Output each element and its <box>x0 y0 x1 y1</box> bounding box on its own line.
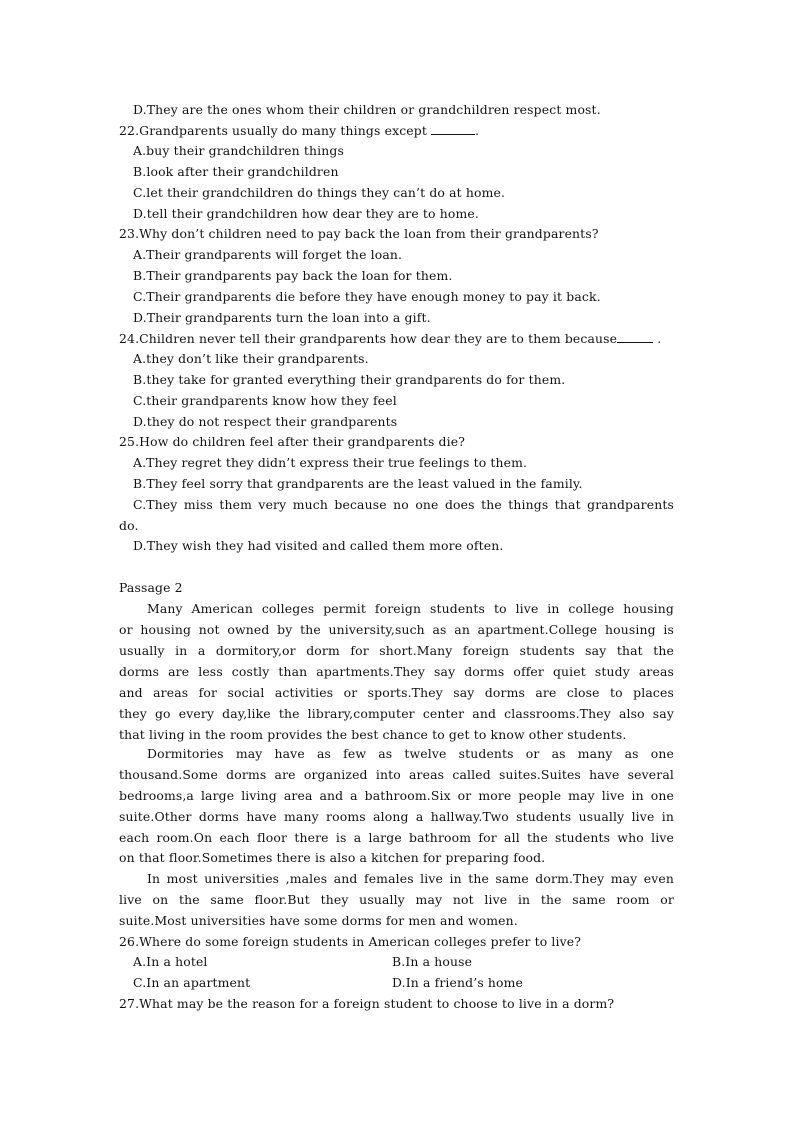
p1-line-2: or housing not owned by the university,such as an apartment.College housing is <box>119 622 674 637</box>
q26-option-a: A.In a hotel <box>133 954 208 969</box>
q24-stem-line <box>119 330 661 347</box>
p2-line-1: Dormitories may have as few as twelve students or as many as one <box>147 746 674 761</box>
q22-blank <box>431 122 475 135</box>
p2-line-2: thousand.Some dorms are organized into areas called suites.Suites have several <box>119 767 674 782</box>
q21-option-d: D.They are the ones whom their children or grandchildren respect most. <box>133 102 601 117</box>
q23-option-a: A.Their grandparents will forget the loan. <box>133 247 403 262</box>
p3-line-2: live on the same floor.But they usually may not live in the same room or <box>119 892 674 907</box>
p3-line-3: suite.Most universities have some dorms for men and women. <box>119 913 518 928</box>
q25-option-c: C.They miss them very much because no one does the things that grandparents <box>133 497 674 512</box>
q22-blank-suffix: . <box>475 123 480 138</box>
q27-stem: 27.What may be the reason for a foreign student to choose to live in a dorm? <box>119 996 615 1011</box>
p1-line-5: and areas for social activities or sports.They say dorms are close to places <box>119 685 674 700</box>
q25-stem: 25.How do children feel after their grandparents die? <box>119 434 466 449</box>
q22-option-a: A.buy their grandchildren things <box>133 143 344 158</box>
q25-option-a: A.They regret they didn’t express their true feelings to them. <box>133 455 528 470</box>
q24-option-d: D.they do not respect their grandparents <box>133 414 398 429</box>
q23-option-d: D.Their grandparents turn the loan into a gift. <box>133 310 431 325</box>
p1-line-3: usually in a dormitory,or dorm for short.Many foreign students say that the <box>119 643 674 658</box>
q23-stem: 23.Why don’t children need to pay back the loan from their grandparents? <box>119 226 599 241</box>
q26-option-c: C.In an apartment <box>133 975 251 990</box>
q24-blank-suffix: . <box>653 331 662 346</box>
q24-option-a: A.they don’t like their grandparents. <box>133 351 369 366</box>
q22-stem: 22.Grandparents usually do many things except <box>119 123 427 138</box>
q26-option-b: B.In a house <box>392 954 473 969</box>
q25-option-c-continued: do. <box>119 518 139 533</box>
q26-option-d: D.In a friend’s home <box>392 975 524 990</box>
passage-title: Passage 2 <box>119 580 183 595</box>
p1-line-7: that living in the room provides the best chance to get to know other students. <box>119 727 627 742</box>
q23-option-c: C.Their grandparents die before they have enough money to pay it back. <box>133 289 601 304</box>
q24-option-b: B.they take for granted everything their grandparents do for them. <box>133 372 566 387</box>
q22-option-d: D.tell their grandchildren how dear they are to home. <box>133 206 479 221</box>
q24-stem: 24.Children never tell their grandparents how dear they are to them because <box>119 331 618 346</box>
p2-line-4: suite.Other dorms have many rooms along a hallway.Two students usually live in <box>119 809 674 824</box>
q22-stem-line <box>119 122 479 139</box>
q25-option-b: B.They feel sorry that grandparents are the least valued in the family. <box>133 476 583 491</box>
q22-option-c: C.let their grandchildren do things they can’t do at home. <box>133 185 506 200</box>
q25-option-d: D.They wish they had visited and called them more often. <box>133 538 504 553</box>
p1-line-4: dorms are less costly than apartments.They say dorms offer quiet study areas <box>119 664 674 679</box>
p3-line-1: In most universities ,males and females live in the same dorm.They may even <box>147 871 674 886</box>
p2-line-5: each room.On each floor there is a large bathroom for all the students who live <box>119 830 674 845</box>
q24-option-c: C.their grandparents know how they feel <box>133 393 397 408</box>
p1-line-1: Many American colleges permit foreign students to live in college housing <box>147 601 674 616</box>
p1-line-6: they go every day,like the library,computer center and classrooms.They also say <box>119 706 674 721</box>
q26-stem: 26.Where do some foreign students in American colleges prefer to live? <box>119 934 582 949</box>
q22-option-b: B.look after their grandchildren <box>133 164 339 179</box>
p2-line-6: on that floor.Sometimes there is also a kitchen for preparing food. <box>119 850 546 865</box>
p2-line-3: bedrooms,a large living area and a bathroom.Six or more people may live in one <box>119 788 674 803</box>
q23-option-b: B.Their grandparents pay back the loan for them. <box>133 268 453 283</box>
q24-blank <box>617 330 653 343</box>
